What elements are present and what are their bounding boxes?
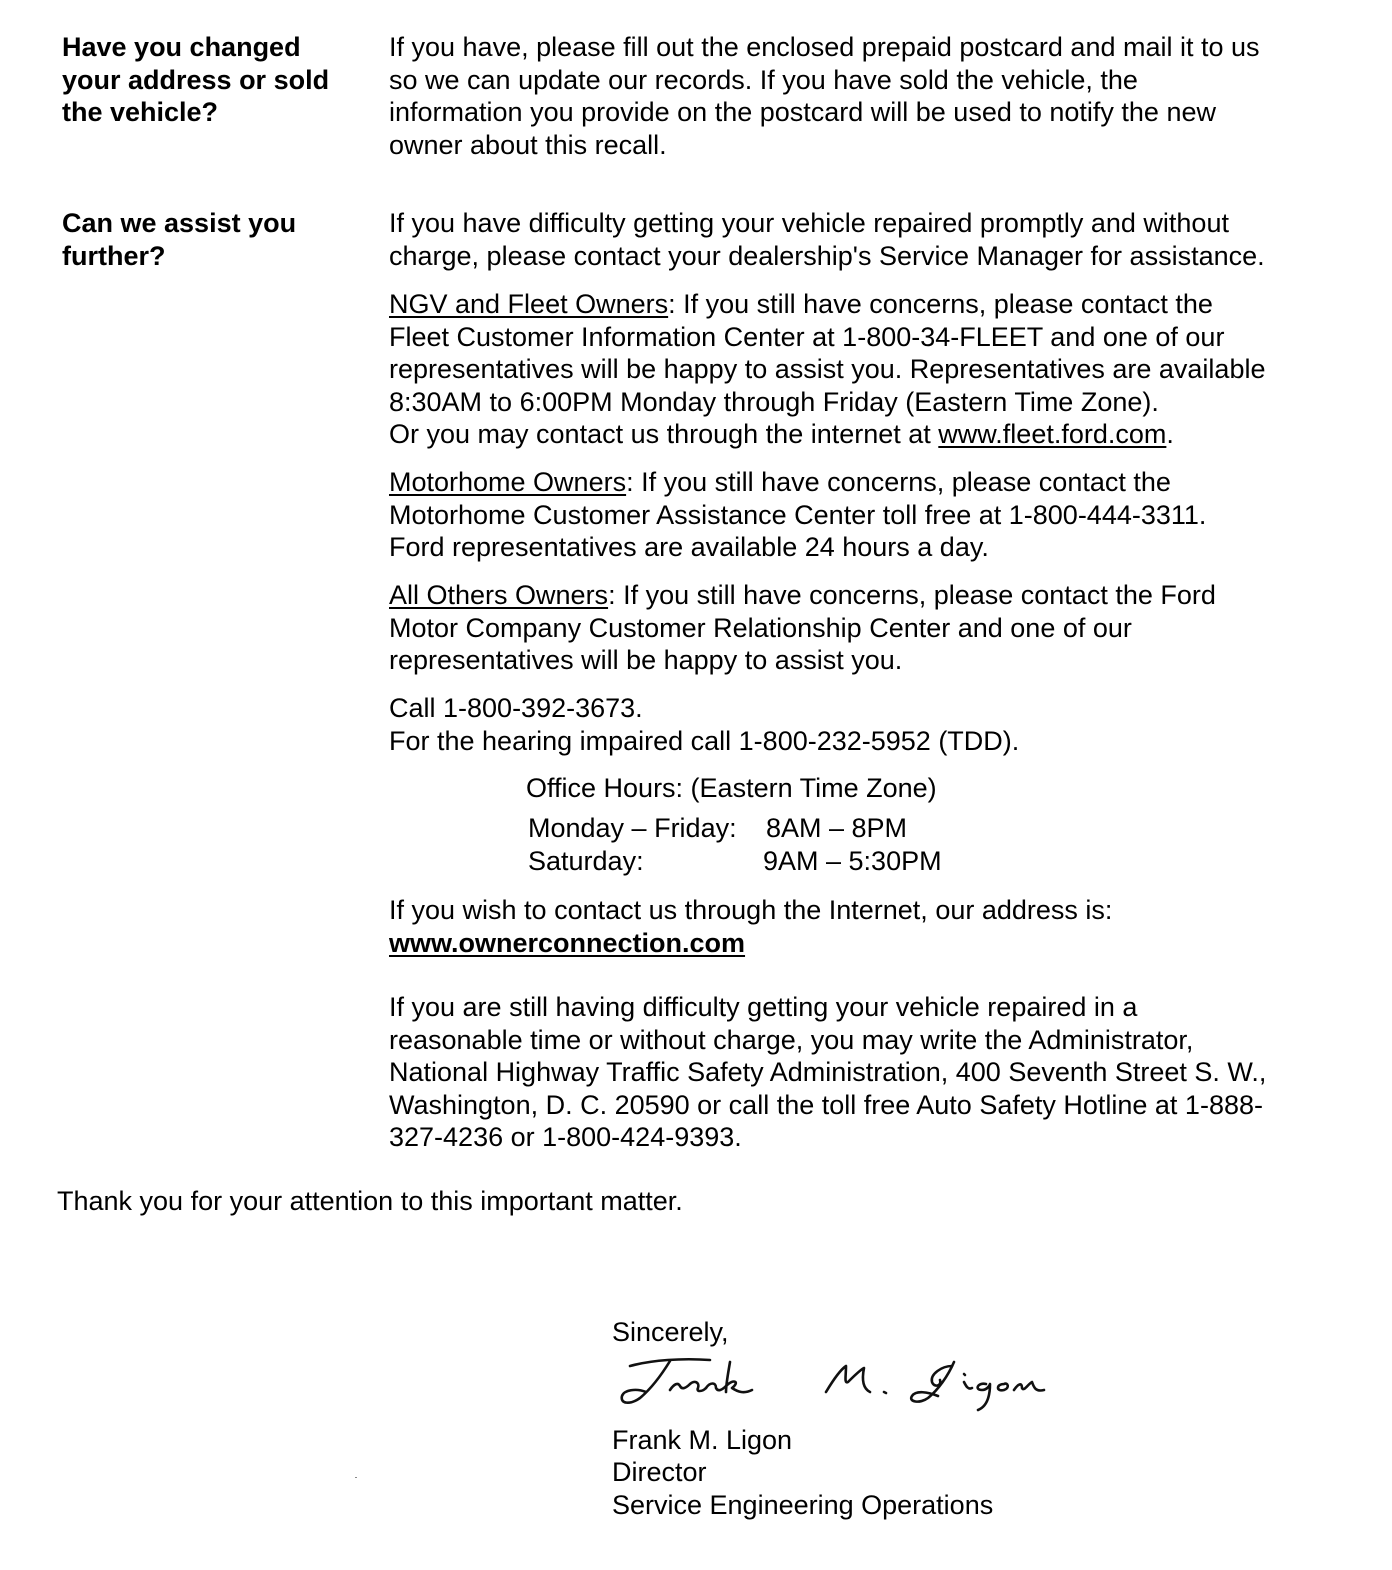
body-line [389, 288, 1379, 321]
office-hours-day: Monday – Friday: [528, 813, 737, 843]
body-line: Call 1-800-392-3673. [389, 693, 643, 723]
nhtsa-paragraph [389, 991, 1379, 1154]
body-line [389, 466, 1379, 499]
body-line: Motor Company Customer Relationship Center and one of our [389, 612, 1132, 643]
closing-line: Thank you for your attention to this important matter. [57, 1186, 683, 1216]
heading-line: Have you changed [62, 32, 301, 62]
body-line: charge, please contact your dealership's Service Manager for assistance. [389, 240, 1265, 271]
heading-line: Can we assist you [62, 208, 297, 238]
office-hours-title: Office Hours: (Eastern Time Zone) [526, 773, 937, 803]
body-line: so we can update our records. If you have sold the vehicle, the [389, 64, 1138, 95]
body-line: 8:30AM to 6:00PM Monday through Friday (Eastern Time Zone). [389, 386, 1159, 417]
body-line: Ford representatives are available 24 hours a day. [389, 532, 989, 562]
body-text: : If you still have concerns, please contact the [626, 467, 1171, 497]
other-owners-paragraph [389, 579, 1379, 677]
handwritten-signature [612, 1352, 1052, 1422]
heading-address-changed [62, 31, 362, 129]
body-line: Fleet Customer Information Center at 1-800-34-FLEET and one of our [389, 321, 1225, 352]
body-line: If you wish to contact us through the Internet, our address is: [389, 895, 1113, 925]
owner-connection-link[interactable]: www.ownerconnection.com [389, 927, 746, 958]
internet-paragraph [389, 894, 1379, 959]
heading-line: further? [62, 240, 166, 271]
signer-department: Service Engineering Operations [612, 1490, 994, 1520]
signature-image [612, 1352, 1052, 1430]
body-line: Motorhome Customer Assistance Center toll free at 1-800-444-3311. [389, 499, 1207, 530]
body-line [389, 579, 1379, 612]
body-line: 327-4236 or 1-800-424-9393. [389, 1122, 742, 1152]
body-line [389, 927, 1379, 960]
body-line: representatives will be happy to assist you. [389, 645, 903, 675]
scan-speck [355, 1477, 357, 1478]
fleet-website-link[interactable]: www.fleet.ford.com [938, 419, 1167, 449]
office-hours-day: Saturday: [528, 846, 644, 876]
body-line: For the hearing impaired call 1-800-232-5952 (TDD). [389, 725, 1020, 756]
salutation: Sincerely, [612, 1317, 729, 1347]
heading-line: your address or sold [62, 64, 330, 95]
ngv-fleet-label: NGV and Fleet Owners [389, 289, 669, 319]
body-line: Washington, D. C. 20590 or call the toll free Auto Safety Hotline at 1-888- [389, 1089, 1263, 1120]
body-line: If you have difficulty getting your vehicle repaired promptly and without [389, 208, 1229, 238]
body-line: reasonable time or without charge, you may write the Administrator, [389, 1024, 1194, 1055]
call-paragraph [389, 692, 1379, 757]
body-text: : If you still have concerns, please contact the [668, 289, 1213, 319]
body-line: If you are still having difficulty getting your vehicle repaired in a [389, 992, 1138, 1022]
heading-line: the vehicle? [62, 97, 219, 127]
body-text: . [1166, 419, 1174, 449]
body-line: National Highway Traffic Safety Administration, 400 Seventh Street S. W., [389, 1057, 1267, 1087]
heading-assist-further [62, 207, 362, 272]
body-line: If you have, please fill out the enclosed prepaid postcard and mail it to us [389, 32, 1260, 62]
body-text: Or you may contact us through the internet at [389, 419, 939, 449]
signer-name: Frank M. Ligon [612, 1425, 793, 1455]
address-changed-body [389, 31, 1379, 161]
body-line: owner about this recall. [389, 129, 667, 160]
body-line: information you provide on the postcard will be used to notify the new [389, 97, 1216, 127]
ngv-fleet-paragraph [389, 288, 1379, 451]
assist-intro [389, 207, 1379, 272]
motorhome-label: Motorhome Owners [389, 467, 627, 497]
motorhome-paragraph [389, 466, 1379, 564]
signer-title: Director [612, 1457, 707, 1487]
office-hours-time: 8AM – 8PM [766, 813, 908, 843]
body-line: representatives will be happy to assist you. Representatives are available [389, 354, 1266, 384]
other-owners-label: All Others Owners [389, 580, 609, 610]
body-text: : If you still have concerns, please contact the Ford [608, 580, 1216, 610]
body-line [389, 418, 1379, 451]
office-hours-time: 9AM – 5:30PM [763, 846, 942, 876]
